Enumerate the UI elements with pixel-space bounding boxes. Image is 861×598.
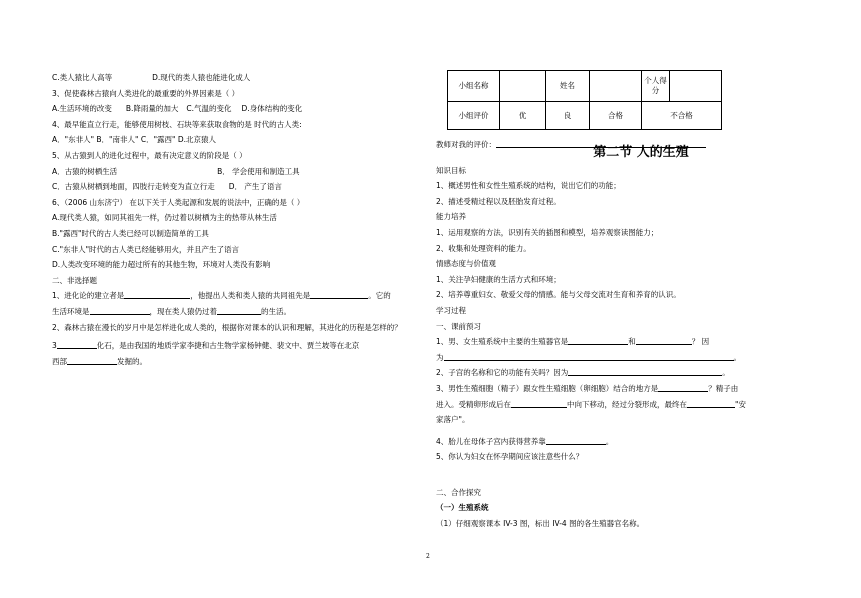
p2-text-a: 2、子宫的名称和它的功能有关吗？因为 — [436, 368, 569, 378]
fill-question-1-line1 — [52, 288, 414, 304]
p3-text-e: ，最终在 — [657, 399, 687, 409]
q5-option-c: C．古猿从树栖到地面，四肢行走转变为直立行走 — [52, 182, 215, 192]
group-name-cell[interactable] — [500, 71, 546, 102]
knowledge-goal-2: 2、描述受精过程以及胚胎发育过程。 — [436, 196, 561, 206]
f1-text-c: 。它的 — [368, 291, 391, 301]
f1-text-e: ，现在类人猿仍过着 — [149, 306, 217, 316]
question-3-options — [52, 101, 414, 117]
page-number: 2 — [426, 553, 430, 560]
blank-field[interactable] — [124, 289, 190, 299]
group-evaluation-label: 小组评价 — [448, 102, 500, 130]
question-5-options-cd — [52, 179, 414, 195]
blank-field[interactable] — [511, 398, 567, 408]
fill-question-3-line2 — [52, 354, 414, 370]
blank-field[interactable] — [90, 305, 150, 315]
q3-option-a: A.生活环境的改变 — [52, 104, 112, 114]
blank-field[interactable] — [568, 366, 722, 376]
preview-q4 — [436, 434, 786, 450]
heading-ability: 能力培养 — [436, 212, 466, 222]
p2-text-b: 。 — [722, 368, 730, 378]
question-5: 5、从古猿到人的进化过程中，最有决定意义的阶段是（ ） — [52, 150, 247, 160]
heading-preview: 一、课前预习 — [436, 321, 481, 331]
p3-text-d: 中向下移动，经过分裂形成 — [567, 399, 657, 409]
q6-option-c: C."东非人"时代的古人类已经能够用火，并且产生了语言 — [52, 244, 240, 254]
personal-score-label: 个人得分 — [642, 71, 670, 102]
grade-excellent[interactable]: 优 — [500, 102, 546, 130]
question-6: 6、（2006 山东济宁） 在以下关于人类起源和发展的说法中，正确的是（ ） — [52, 197, 305, 207]
f1-text-d: 生活环境是 — [52, 306, 90, 316]
blank-field[interactable] — [57, 339, 97, 349]
f1-text-b: ，他提出人类和类人猿的共同祖先是 — [190, 291, 311, 301]
q3-option-b: B.降雨量的加大 — [125, 104, 179, 114]
p4-text-b: 。 — [605, 436, 614, 446]
p1-text-e: 。 — [733, 352, 741, 362]
heading-knowledge-goals: 知识目标 — [436, 165, 466, 175]
fill-question-2: 2、森林古猿在漫长的岁月中是怎样进化成人类的，根据你对课本的认识和理解，其进化的历程是怎样的？ — [52, 322, 402, 332]
attitude-goal-2: 2、培养尊重妇女、敬爱父母的情感。能与父母交流对生育和养育的认识。 — [436, 290, 681, 300]
section-title-text: 第二节 人的生殖 — [593, 144, 689, 160]
heading-attitude: 情感态度与价值观 — [436, 259, 496, 269]
blank-field[interactable] — [67, 355, 117, 365]
preview-q5: 5、你认为妇女在怀孕期间应该注意些什么？ — [436, 452, 584, 462]
p1-text-a: 1、男、女生殖系统中主要的生殖器官是 — [436, 337, 569, 347]
spacer — [436, 465, 786, 485]
preview-q1-line2 — [436, 350, 786, 366]
attitude-goal-1: 1、关注孕妇健康的生活方式和环境； — [436, 274, 561, 284]
question-2-options — [52, 70, 414, 86]
blank-field[interactable] — [546, 435, 606, 445]
f3-text-a: 3 — [52, 341, 57, 351]
preview-q3-line3: 家落户"。 — [436, 415, 470, 425]
f3-text-d: 发掘的。 — [117, 356, 147, 366]
question-5-options-ab — [52, 164, 414, 180]
section-heading-non-choice: 二、非选择题 — [52, 275, 97, 285]
blank-field[interactable] — [568, 335, 628, 345]
f1-text-a: 1、进化论的建立者是 — [52, 291, 125, 301]
q3-option-d: D.身体结构的变化 — [241, 104, 303, 114]
q5-option-b: B． 学会使用和制造工具 — [217, 166, 300, 176]
q6-option-b: B."露西"时代的古人类已经可以制造简单的工具 — [52, 228, 209, 238]
p3-text-a: 3、男性生殖细胞（精子）跟女性生殖细胞（卵细胞）结合的地方是 — [436, 383, 659, 393]
preview-q2 — [436, 365, 786, 381]
question-4-options: A．"东非人" B．"南非人" C．"露西" D.北京猿人 — [52, 135, 217, 145]
p4-text-a: 4、胎儿在母体子宫内获得营养靠 — [436, 436, 546, 446]
blank-field[interactable] — [636, 335, 692, 345]
question-4: 4、最早能直立行走，能够使用树枝、石块等来获取食物的是 时代的古人类: — [52, 119, 302, 129]
p3-text-f: "安 — [735, 399, 746, 409]
observation-task: （1）仔细观察课本 IV-3 图，标出 IV-4 图的各生殖器官名称。 — [436, 519, 645, 529]
teacher-evaluation-label: 教师对我的评价： — [436, 140, 496, 149]
q6-option-a: A.现代类人猿，如同其祖先一样，仍过着以树栖为主的热带从林生活 — [52, 213, 277, 223]
preview-q3-line1 — [436, 381, 786, 397]
f1-text-f: 的生活。 — [261, 306, 291, 316]
name-label: 姓名 — [546, 71, 590, 102]
f3-text-b: 化石，是由我国的地质学家李捷和古生物学家杨钟健、裴文中、贾兰坡等在北京 — [96, 341, 360, 351]
q5-option-a: A．古猿的树栖生活 — [52, 166, 118, 176]
grade-fail[interactable]: 不合格 — [642, 102, 722, 130]
f3-text-c: 西部 — [52, 356, 67, 366]
blank-field[interactable] — [310, 289, 368, 299]
q6-option-d: D.人类改变环境的能力超过所有的其他生物，环境对人类没有影响 — [52, 260, 271, 270]
blank-field[interactable] — [687, 398, 735, 408]
preview-q3-line2 — [436, 397, 786, 413]
left-column — [52, 70, 414, 369]
group-evaluation-table — [447, 70, 722, 130]
table-row — [448, 71, 722, 102]
q5-option-d: D． 产生了语言 — [228, 182, 282, 192]
fill-question-1-line2 — [52, 304, 414, 320]
p1-text-b: 和 — [628, 337, 636, 347]
grade-pass[interactable]: 合格 — [590, 102, 642, 130]
right-column — [436, 137, 786, 532]
ability-goal-1: 1、运用观察的方法，识别有关的插图和模型，培养观察读图能力； — [436, 227, 659, 237]
grade-good[interactable]: 良 — [546, 102, 590, 130]
p3-text-b: ？精子由 — [708, 383, 739, 393]
name-cell[interactable] — [590, 71, 642, 102]
question-3: 3、促使森林古猿向人类进化的最重要的外界因素是（ ） — [52, 88, 240, 98]
blank-field[interactable] — [444, 351, 734, 361]
blank-field[interactable] — [658, 382, 708, 392]
heading-cooperation: 二、合作探究 — [436, 487, 481, 497]
knowledge-goal-1: 1、概述男性和女性生殖系统的结构，说出它们的功能； — [436, 181, 621, 191]
group-name-label: 小组名称 — [448, 71, 500, 102]
p1-text-d: 为 — [436, 352, 444, 362]
q2-option-d: D.现代的类人猿也能进化成人 — [152, 73, 251, 82]
heading-reproductive-system: （一）生殖系统 — [436, 503, 489, 513]
q2-option-c: C.类人猿比人高等 — [52, 73, 113, 82]
personal-score-cell[interactable] — [670, 71, 722, 102]
p1-text-c: ？ 因 — [691, 337, 710, 347]
ability-goal-2: 2、收集和处理资料的能力。 — [436, 243, 531, 253]
blank-field[interactable] — [217, 305, 261, 315]
q3-option-c: C.气温的变化 — [186, 104, 232, 114]
fill-question-3-line1 — [52, 338, 414, 354]
heading-learning-process: 学习过程 — [436, 305, 466, 315]
preview-q1-line1 — [436, 334, 786, 350]
table-row — [448, 102, 722, 130]
p3-text-c: 进入。受精卵形成后在 — [436, 399, 511, 409]
